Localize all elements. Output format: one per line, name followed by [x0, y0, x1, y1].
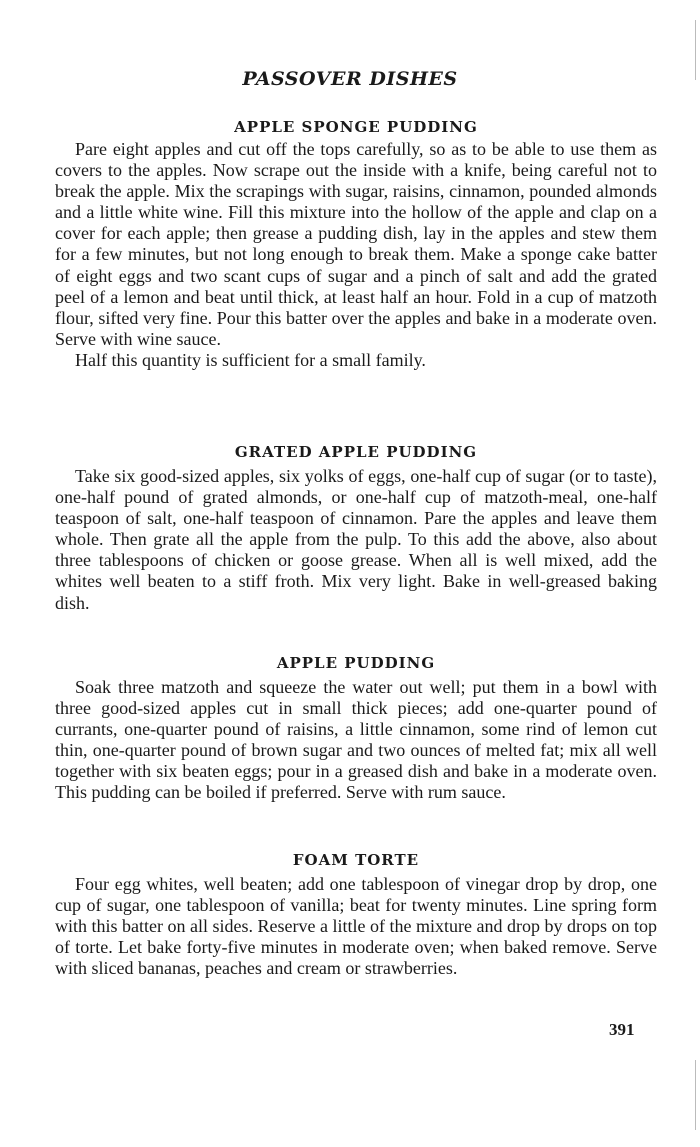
section-body: Take six good-sized apples, six yolks of eggs, one-half cup of sugar (or to taste), one-half pound of grated almonds, or one-half cup of matzoth-meal, one-half teaspoon of salt, one-half teaspoon of cinnamon. Pare the apples and leave them whole. Then grate all the apple from the pulp. To this add the above, also about three tablespoons of chicken or goose grease. When all is well mixed, add the whites well beaten to a stiff froth. Mix very light. Bake in well-greased baking dish.	[55, 466, 657, 613]
section-body: Four egg whites, well beaten; add one tablespoon of vinegar drop by drop, one cup of sugar, one tablespoon of vanilla; beat for twenty minutes. Line spring form with this batter on all sides. Reserve a little of the mixture and drop by drops on top of torte. Let bake forty-five minutes in moderate oven; when baked remove. Serve with sliced bananas, peaches and cream or strawberries.	[55, 874, 657, 979]
section-heading: APPLE PUDDING	[276, 654, 436, 672]
section-grated-apple-pudding	[55, 442, 657, 614]
running-head: PASSOVER DISHES	[242, 68, 458, 90]
page-edge-mark	[695, 1060, 696, 1130]
section-body: Soak three matzoth and squeeze the water out well; put them in a bowl with three good-sized apples cut in small thick pieces; add one-quarter pound of currants, one-quarter pound of raisins, a little cinnamon, some rind of lemon cut thin, one-quarter pound of brown sugar and two ounces of melted fat; mix all well together with six beaten eggs; pour in a greased dish and bake in a moderate oven. This pudding can be boiled if preferred. Serve with rum sauce.	[55, 677, 657, 803]
section-note: Half this quantity is sufficient for a small family.	[75, 349, 426, 370]
section-apple-pudding	[55, 653, 657, 804]
page-number: 391	[609, 1020, 635, 1039]
section-heading: GRATED APPLE PUDDING	[234, 443, 478, 461]
section-foam-torte	[55, 850, 657, 979]
page-edge-mark	[695, 20, 696, 80]
section-apple-sponge-pudding	[55, 117, 657, 371]
section-body: Pare eight apples and cut off the tops carefully, so as to be able to use them as covers to the apples. Now scrape out the inside with a knife, being careful not to break the apple. Mix the scrapings with sugar, raisins, cinnamon, pounded almonds and a little white wine. Fill this mixture into the hollow of the apple and clap on a cover for each apple; then grease a pudding dish, lay in the apples and stew them for a few minutes, but not long enough to break them. Make a sponge cake batter of eight eggs and two scant cups of sugar and a pinch of salt and add the grated peel of a lemon and beat until thick, at least half an hour. Fold in a cup of matzoth flour, sifted very fine. Pour this batter over the apples and bake in a moderate oven. Serve with wine sauce.	[55, 139, 657, 349]
section-heading: APPLE SPONGE PUDDING	[234, 118, 478, 136]
section-heading: FOAM TORTE	[292, 851, 420, 869]
